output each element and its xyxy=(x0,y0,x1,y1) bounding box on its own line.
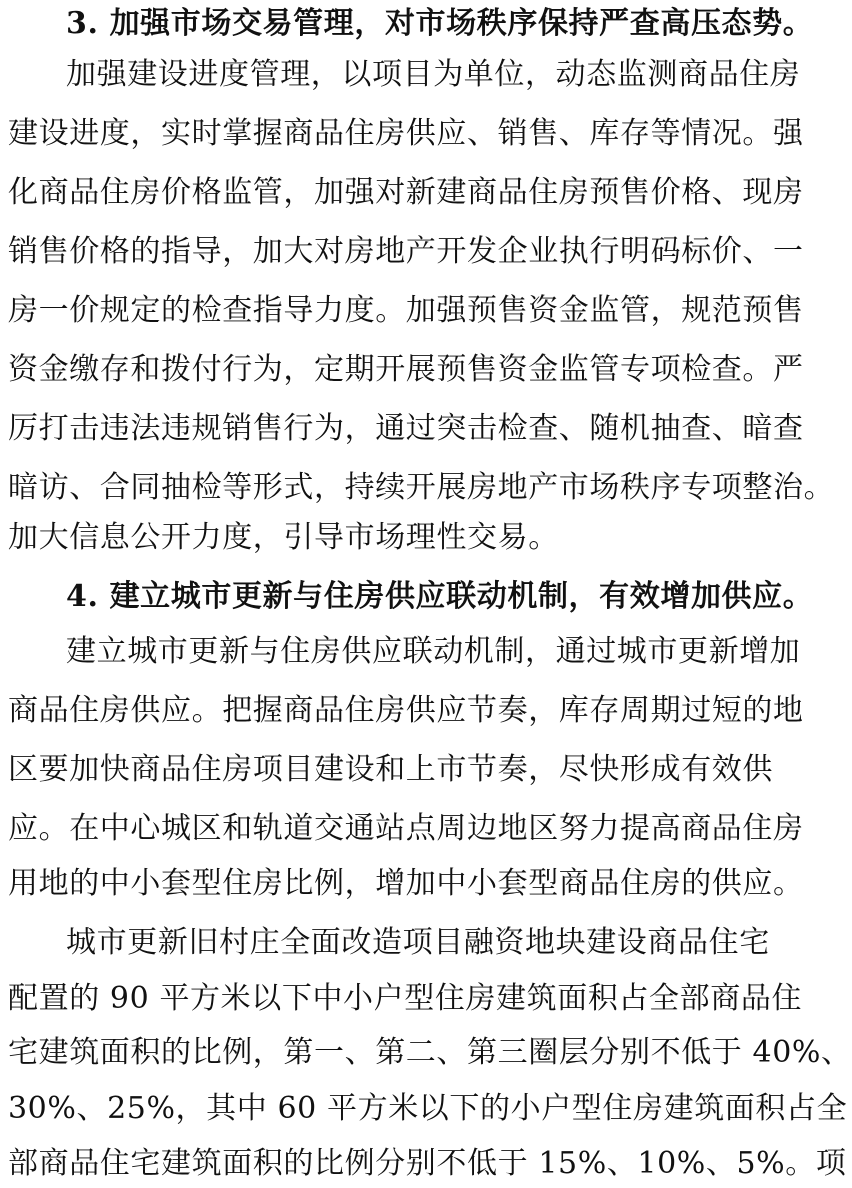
section-4-p1-line-5: 用地的中小套型住房比例，增加中小套型商品住房的供应。 xyxy=(8,866,804,901)
section-3-line-5: 房一价规定的检查指导力度。加强预售资金监管，规范预售 xyxy=(8,293,804,328)
section-3-line-9: 加大信息公开力度，引导市场理性交易。 xyxy=(8,520,559,555)
section-3-line-1: 加强建设进度管理，以项目为单位，动态监测商品住房 xyxy=(66,57,801,92)
section-4-p1-line-1: 建立城市更新与住房供应联动机制，通过城市更新增加 xyxy=(66,634,801,669)
section-4-p2-line-2: 配置的 90 平方米以下中小户型住房建筑面积占全部商品住 xyxy=(8,981,803,1016)
section-3-line-3: 化商品住房价格监管，加强对新建商品住房预售价格、现房 xyxy=(8,175,804,210)
section-3-line-2: 建设进度，实时掌握商品住房供应、销售、库存等情况。强 xyxy=(8,116,804,151)
section-3-line-6: 资金缴存和拨付行为，定期开展预售资金监管专项检查。严 xyxy=(8,352,804,387)
section-4-p2-line-1: 城市更新旧村庄全面改造项目融资地块建设商品住宅 xyxy=(66,925,770,960)
section-4-p2-line-3: 宅建筑面积的比例，第一、第二、第三圈层分别不低于 40%、 xyxy=(8,1035,852,1070)
section-4-p1-line-3: 区要加快商品住房项目建设和上市节奏，尽快形成有效供 xyxy=(8,752,773,787)
section-4-p2-line-4: 30%、25%，其中 60 平方米以下的小户型住房建筑面积占全 xyxy=(8,1091,848,1126)
section-4-p2-line-5: 部商品住宅建筑面积的比例分别不低于 15%、10%、5%。项 xyxy=(8,1146,847,1181)
section-4-heading: 4. 建立城市更新与住房供应联动机制，有效增加供应。 xyxy=(66,579,814,614)
section-4-p1-line-4: 应。在中心城区和轨道交通站点周边地区努力提高商品住房 xyxy=(8,811,804,846)
section-3-heading: 3. 加强市场交易管理，对市场秩序保持严查高压态势。 xyxy=(66,6,814,41)
section-3-line-8: 暗访、合同抽检等形式，持续开展房地产市场秩序专项整治。 xyxy=(8,470,835,505)
section-3-line-7: 厉打击违法违规销售行为，通过突击检查、随机抽查、暗查 xyxy=(8,411,804,446)
section-3-line-4: 销售价格的指导，加大对房地产开发企业执行明码标价、一 xyxy=(8,234,804,269)
section-4-p1-line-2: 商品住房供应。把握商品住房供应节奏，库存周期过短的地 xyxy=(8,693,804,728)
